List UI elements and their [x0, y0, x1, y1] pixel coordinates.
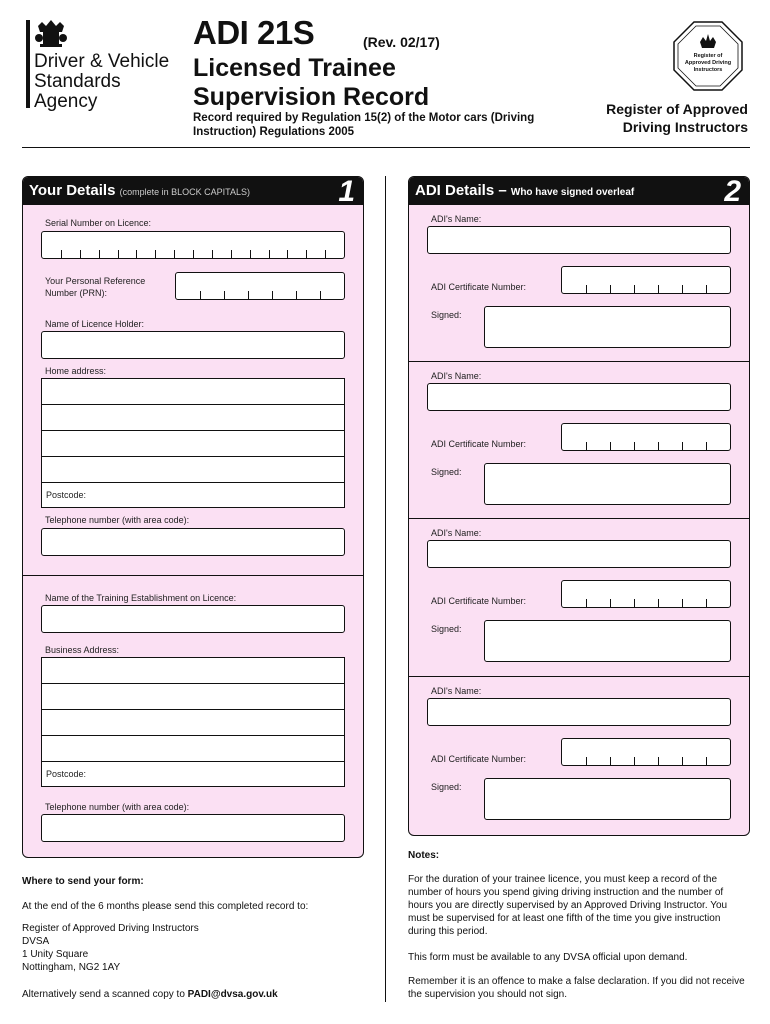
training-establishment-field[interactable]: [41, 605, 345, 633]
comb-tick: [658, 442, 659, 450]
form-revision: (Rev. 02/17): [363, 34, 440, 50]
comb-tick: [658, 599, 659, 607]
address-line: Nottingham, NG2 1AY: [22, 962, 121, 973]
regulation-line: Record required by Regulation 15(2) of the Motor cars (Driving Instruction) Regulations 2005: [193, 112, 535, 138]
comb-tick: [682, 442, 683, 450]
signed-label: Signed:: [431, 467, 462, 477]
signed-label: Signed:: [431, 624, 462, 634]
prn-field[interactable]: [175, 272, 345, 300]
serial-number-label: Serial Number on Licence:: [45, 218, 152, 228]
adi-certificate-field[interactable]: [561, 580, 731, 608]
prn-label: Your Personal Reference Number (PRN):: [45, 276, 146, 298]
telephone-label: Telephone number (with area code):: [45, 515, 190, 525]
signature-field[interactable]: [484, 306, 731, 348]
comb-tick: [610, 599, 611, 607]
adi-name-label: ADI's Name:: [431, 528, 482, 538]
comb-tick: [586, 442, 587, 450]
business-address-line-4[interactable]: [41, 735, 345, 762]
adi-block-1: [409, 205, 749, 362]
adi-details-title: ADI Details –: [415, 182, 507, 199]
prn-ticks: [176, 273, 344, 299]
send-heading: Where to send your form:: [22, 876, 144, 887]
comb-tick: [634, 757, 635, 765]
comb-tick: [682, 599, 683, 607]
comb-tick: [296, 291, 297, 299]
address-line: Register of Approved Driving Instructors: [22, 923, 199, 934]
business-postcode-field[interactable]: [41, 761, 345, 787]
home-address-label: Home address:: [45, 366, 107, 376]
adi-details-subtitle: Who have signed overleaf: [510, 187, 635, 198]
adi-certificate-field[interactable]: [561, 738, 731, 766]
adi-details-header: [409, 176, 749, 208]
comb-tick: [610, 442, 611, 450]
panel-1-divider: [23, 575, 363, 576]
signature-field[interactable]: [484, 778, 731, 820]
adi-name-label: ADI's Name:: [431, 686, 482, 696]
certificate-ticks: [562, 267, 730, 293]
agency-rule: [26, 20, 30, 108]
comb-tick: [287, 250, 288, 258]
business-telephone-label: Telephone number (with area code):: [45, 802, 190, 812]
adi-name-field[interactable]: [427, 698, 731, 726]
home-postcode-field[interactable]: [41, 482, 345, 508]
signed-label: Signed:: [431, 782, 462, 792]
comb-tick: [200, 291, 201, 299]
register-badge-icon: [672, 20, 744, 92]
your-details-title: Your Details: [29, 182, 116, 199]
comb-tick: [634, 442, 635, 450]
comb-tick: [174, 250, 175, 258]
comb-tick: [248, 291, 249, 299]
adi-certificate-label: ADI Certificate Number:: [431, 282, 527, 292]
section-number-2: 2: [724, 176, 741, 208]
business-postcode-label: Postcode:: [46, 769, 87, 779]
adi-details-panel: [408, 176, 750, 836]
adi-block-3: [409, 519, 749, 676]
signature-field[interactable]: [484, 620, 731, 662]
comb-tick: [272, 291, 273, 299]
comb-tick: [706, 757, 707, 765]
adi-block-4: [409, 677, 749, 834]
comb-tick: [586, 285, 587, 293]
comb-tick: [682, 757, 683, 765]
home-address-line-3[interactable]: [41, 430, 345, 457]
licence-holder-field[interactable]: [41, 331, 345, 359]
register-heading: Register of Approved Driving Instructors: [606, 101, 748, 135]
comb-tick: [250, 250, 251, 258]
form-code: ADI 21S: [193, 14, 315, 51]
business-telephone-field[interactable]: [41, 814, 345, 842]
comb-tick: [231, 250, 232, 258]
notes-paragraph-2: This form must be available to any DVSA official upon demand.: [408, 952, 688, 963]
comb-tick: [306, 250, 307, 258]
email-link[interactable]: PADI@dvsa.gov.uk: [187, 989, 278, 1000]
comb-tick: [586, 599, 587, 607]
your-details-subtitle: (complete in BLOCK CAPITALS): [119, 187, 250, 197]
business-address-line-3[interactable]: [41, 709, 345, 736]
business-address-label: Business Address:: [45, 645, 120, 655]
notes-heading: Notes:: [408, 850, 440, 861]
comb-tick: [61, 250, 62, 258]
adi-block-2: [409, 362, 749, 519]
form-title: Licensed Trainee Supervision Record: [193, 54, 430, 111]
adi-certificate-label: ADI Certificate Number:: [431, 439, 527, 449]
certificate-ticks: [562, 581, 730, 607]
header-divider: [22, 147, 750, 148]
certificate-ticks: [562, 424, 730, 450]
comb-tick: [80, 250, 81, 258]
adi-name-field[interactable]: [427, 226, 731, 254]
notes-paragraph-1: For the duration of your trainee licence, you must keep a record of the number of hours you spend giving driving instruction and the number of hours you are directly supervised by an Approved Driving Instructor. You must be supervised for at least one fifth of the time you give instruction during this period.: [408, 874, 728, 937]
home-postcode-label: Postcode:: [46, 490, 87, 500]
comb-tick: [118, 250, 119, 258]
comb-tick: [325, 250, 326, 258]
training-establishment-label: Name of the Training Establishment on Licence:: [45, 593, 237, 603]
comb-tick: [658, 757, 659, 765]
comb-tick: [136, 250, 137, 258]
home-address-line-2[interactable]: [41, 404, 345, 431]
alt-prefix: Alternatively send a scanned copy to: [22, 989, 185, 1000]
section-number-1: 1: [338, 176, 355, 208]
adi-certificate-field[interactable]: [561, 266, 731, 294]
comb-tick: [99, 250, 100, 258]
serial-number-field[interactable]: [41, 231, 345, 259]
comb-tick: [320, 291, 321, 299]
comb-tick: [682, 285, 683, 293]
home-address-line-1[interactable]: [41, 378, 345, 405]
notes-paragraph-3: Remember it is an offence to make a false declaration. If you did not receive the supervision you should not sign.: [408, 976, 745, 1000]
adi-name-field[interactable]: [427, 540, 731, 568]
comb-tick: [610, 757, 611, 765]
business-address-line-2[interactable]: [41, 683, 345, 710]
send-intro: At the end of the 6 months please send this completed record to:: [22, 901, 309, 912]
comb-tick: [706, 285, 707, 293]
serial-ticks: [42, 232, 344, 258]
adi-name-label: ADI's Name:: [431, 371, 482, 381]
comb-tick: [224, 291, 225, 299]
address-line: DVSA: [22, 936, 50, 947]
telephone-field[interactable]: [41, 528, 345, 556]
licence-holder-label: Name of Licence Holder:: [45, 319, 145, 329]
badge-text: Register of Approved Driving Instructors: [684, 53, 732, 73]
comb-tick: [212, 250, 213, 258]
your-details-panel: [22, 176, 364, 858]
agency-name: Driver & Vehicle Standards Agency: [34, 51, 170, 112]
adi-certificate-field[interactable]: [561, 423, 731, 451]
comb-tick: [269, 250, 270, 258]
signed-label: Signed:: [431, 310, 462, 320]
column-divider: [385, 176, 386, 1002]
comb-tick: [634, 599, 635, 607]
comb-tick: [634, 285, 635, 293]
comb-tick: [610, 285, 611, 293]
adi-certificate-label: ADI Certificate Number:: [431, 596, 527, 606]
address-line: 1 Unity Square: [22, 949, 89, 960]
send-address: [22, 922, 372, 974]
adi-name-label: ADI's Name:: [431, 214, 482, 224]
comb-tick: [586, 757, 587, 765]
comb-tick: [706, 442, 707, 450]
royal-crest-icon: [34, 18, 68, 48]
adi-certificate-label: ADI Certificate Number:: [431, 754, 527, 764]
comb-tick: [193, 250, 194, 258]
comb-tick: [658, 285, 659, 293]
comb-tick: [706, 599, 707, 607]
adi-name-field[interactable]: [427, 383, 731, 411]
certificate-ticks: [562, 739, 730, 765]
send-alternative: [22, 988, 372, 1001]
signature-field[interactable]: [484, 463, 731, 505]
home-address-line-4[interactable]: [41, 456, 345, 483]
comb-tick: [155, 250, 156, 258]
business-address-line-1[interactable]: [41, 657, 345, 684]
your-details-header: [23, 176, 363, 208]
